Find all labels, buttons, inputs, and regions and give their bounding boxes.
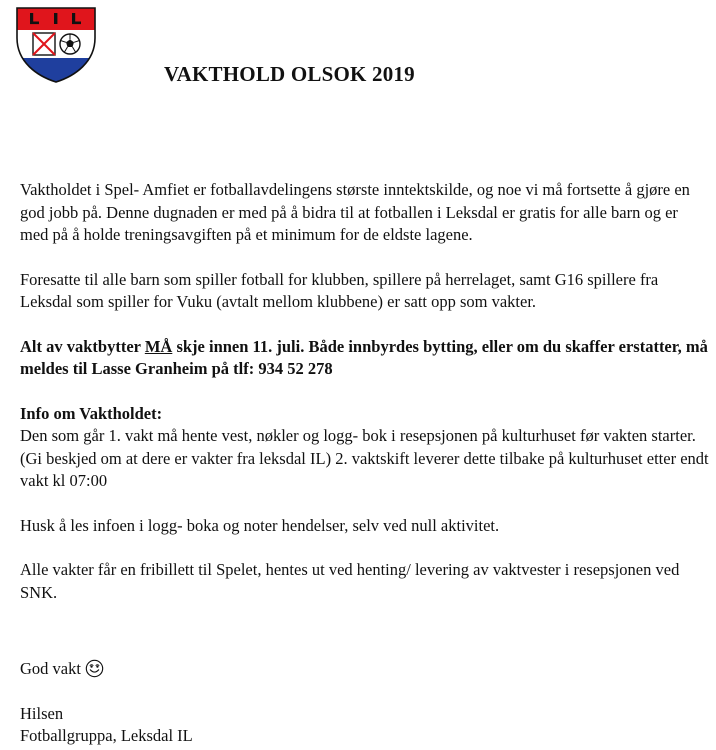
page-title: VAKTHOLD OLSOK 2019 — [164, 62, 415, 86]
club-crest-logo — [13, 4, 99, 84]
logbook-paragraph: Husk å les infoen i logg- boka og noter hendelser, selv ved null aktivitet. — [20, 515, 500, 535]
info-heading: Info om Vaktholdet: — [20, 403, 163, 423]
intro-paragraph: Vaktholdet i Spel- Amfiet er fotballavdelingens største inntektskilde, og noe vi må fortsette å gjøre en god jobb på. Denne dugnaden er med på å bidra til at fotballen i Leksdal er gratis for alle barn og er med på å holde treningsavgiften på et minimum for de eldste lagene. — [20, 180, 690, 244]
greeting: Hilsen — [20, 703, 64, 723]
document-body — [20, 179, 710, 748]
free-ticket-paragraph: Alle vakter får en fribillett til Spelet, hentes ut ved henting/ levering av vaktvester i resepsjonen ved SNK. — [20, 560, 680, 602]
participants-paragraph: Foresatte til alle barn som spiller fotball for klubben, spillere på herrelaget, samt G16 spillere fra Leksdal som spiller for Vuku (avtalt mellom klubbene) er satt opp som vakter. — [20, 269, 659, 311]
shift-swap-text-post: skje innen 11. juli. Både innbyrdes bytting, eller om du skaffer erstatter, må meldes til Lasse Granheim på tlf: 934 52 278 — [20, 336, 708, 378]
shift-swap-notice — [20, 336, 710, 381]
club-crest-icon — [13, 4, 99, 84]
closing-text: God vakt — [20, 659, 81, 678]
shift-swap-text-pre: Alt av vaktbytter — [20, 336, 145, 356]
info-paragraph: Den som går 1. vakt må hente vest, nøkler og logg- bok i resepsjonen på kulturhuset før vakten starter. (Gi beskjed om at dere er vakter fra leksdal IL) 2. vaktskift leverer dette tilbake på kulturhuset etter endt vakt kl 07:00 — [20, 426, 709, 490]
smiley-icon — [85, 659, 104, 678]
signature: Fotballgruppa, Leksdal IL — [20, 726, 193, 745]
shift-swap-emphasis: MÅ — [144, 336, 173, 356]
closing-line — [20, 658, 710, 681]
